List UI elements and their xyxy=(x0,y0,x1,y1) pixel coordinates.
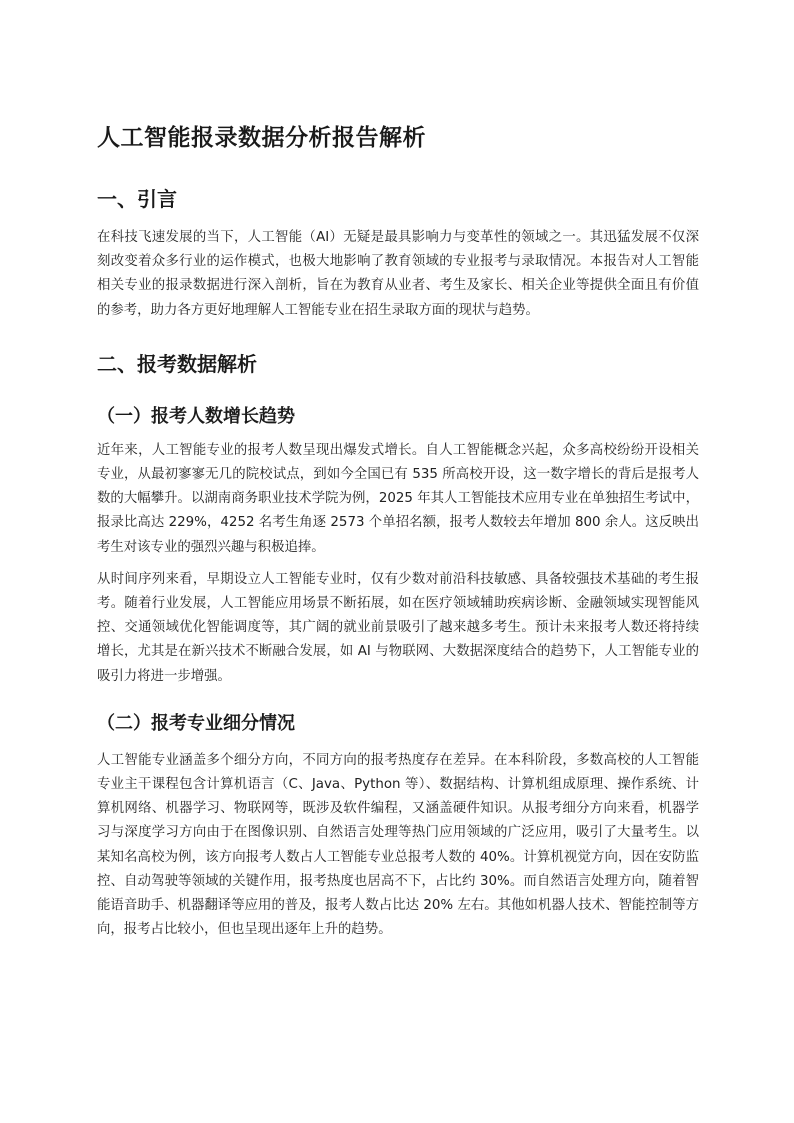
subsection-heading-applicant-growth: （一）报考人数增长趋势 xyxy=(97,405,295,427)
document-page xyxy=(97,118,699,942)
section-heading-introduction: 一、引言 xyxy=(97,187,177,211)
subsection-heading-major-breakdown: （二）报考专业细分情况 xyxy=(97,712,295,734)
section-heading-application-data: 二、报考数据解析 xyxy=(97,351,257,376)
major-breakdown-paragraph: 人工智能专业涵盖多个细分方向，不同方向的报考热度存在差异。在本科阶段，多数高校的人工智能专业主干课程包含计算机语言（C、Java、Python 等）、数据结构、计算机组成原理、操作系统、计算机网络、机器学习、物联网等，既涉及软件编程，又涵盖硬件知识。从报考细分方向来看，机器学习与深度学习方向由于在图像识别、自然语言处理等热门应用领域的广泛应用，吸引了大量考生。以某知名高校为例，该方向报考人数占人工智能专业总报考人数的 40%。计算机视觉方向，因在安防监控、自动驾驶等领域的关键作用，报考热度也居高不下，占比约 30%。而自然语言处理方向，随着智能语音助手、机器翻译等应用的普及，报考人数占比达 20% 左右。其他如机器人技术、智能控制等方向，报考占比较小，但也呈现出逐年上升的趋势。 xyxy=(97,752,699,938)
applicant-growth-paragraph-1: 近年来，人工智能专业的报考人数呈现出爆发式增长。自人工智能概念兴起，众多高校纷纷开设相关专业，从最初寥寥无几的院校试点，到如今全国已有 535 所高校开设，这一数字增长的背后是报考人数的大幅攀升。以湖南商务职业技术学院为例，2025 年其人工智能技术应用专业在单独招生考试中，报录比高达 229%，4252 名考生角逐 2573 个单招名额，报考人数较去年增加 800 余人。这反映出考生对该专业的强烈兴趣与积极追捧。 xyxy=(97,442,699,555)
introduction-paragraph: 在科技飞速发展的当下，人工智能（AI）无疑是最具影响力与变革性的领域之一。其迅猛发展不仅深刻改变着众多行业的运作模式，也极大地影响了教育领域的专业报考与录取情况。本报告对人工智能相关专业的报录数据进行深入剖析，旨在为教育从业者、考生及家长、相关企业等提供全面且有价值的参考，助力各方更好地理解人工智能专业在招生录取方面的现状与趋势。 xyxy=(97,230,699,318)
document-title: 人工智能报录数据分析报告解析 xyxy=(97,125,426,151)
applicant-growth-paragraph-2: 从时间序列来看，早期设立人工智能专业时，仅有少数对前沿科技敏感、具备较强技术基础的考生报考。随着行业发展，人工智能应用场景不断拓展，如在医疗领域辅助疾病诊断、金融领域实现智能风控、交通领域优化智能调度等，其广阔的就业前景吸引了越来越多考生。预计未来报考人数还将持续增长，尤其是在新兴技术不断融合发展，如 AI 与物联网、大数据深度结合的趋势下，人工智能专业的吸引力将进一步增强。 xyxy=(97,571,699,684)
